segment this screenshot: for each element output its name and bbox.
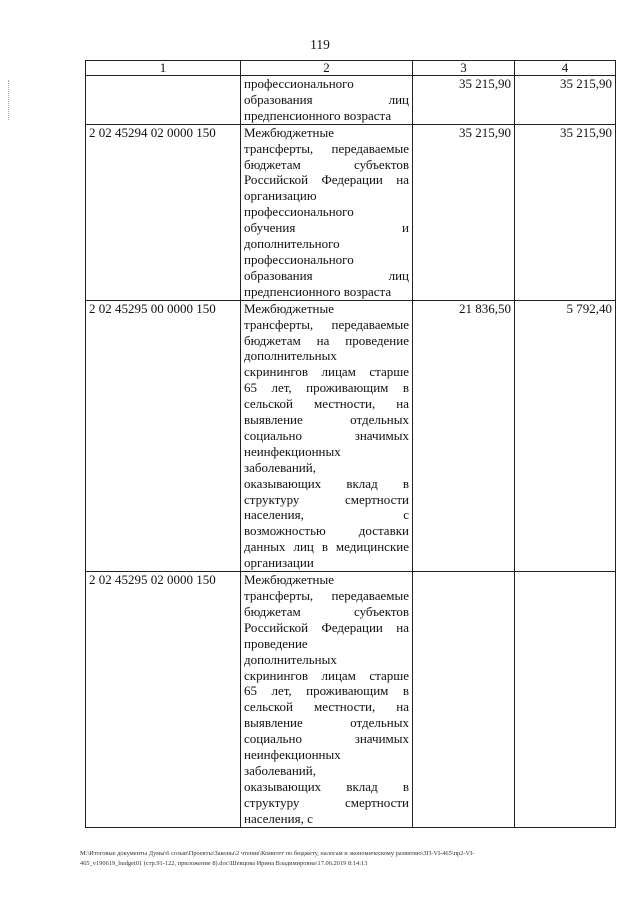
description-line: населения, с [244, 507, 409, 523]
description-line: 65 лет, проживающим в [244, 683, 409, 699]
description-line: бюджетам субъектов [244, 603, 409, 619]
table-row [86, 124, 616, 300]
description-line: Межбюджетные [244, 300, 334, 316]
amount-col4-cell: 35 215,90 [515, 76, 616, 125]
amount-col3-cell: 21 836,50 [413, 300, 515, 571]
description-line: выявление отдельных [244, 412, 409, 428]
description-line: структуру смертности [244, 794, 409, 810]
description-line: образования лиц [244, 267, 409, 283]
description-line: сельской местности, на [244, 396, 409, 412]
column-header-2: 2 [241, 61, 413, 76]
description-line: трансферты, передаваемые [244, 588, 409, 603]
footer-path-line-1: M:\Итоговые документы Думы\6 созыв\Проекты\Законы\2 чтение\Комитет по бюджету, налогам и экономическому развитию\ЗП-VI-465\пр2-VI- [80, 850, 475, 857]
table-body [86, 76, 616, 828]
table-row [86, 76, 616, 125]
column-header-4: 4 [515, 61, 616, 76]
description-line: социально значимых [244, 427, 409, 443]
description-line: предпенсионного возраста [244, 107, 392, 123]
description-line: Российской Федерации на [244, 172, 409, 188]
description-line: профессионального [244, 251, 354, 267]
description-line: трансферты, передаваемые [244, 316, 409, 332]
margin-mark [8, 80, 10, 120]
description-line: Российской Федерации на [244, 619, 409, 635]
description-line: скринингов лицам старше [244, 667, 409, 683]
description-line: дополнительных [244, 651, 337, 667]
column-header-1: 1 [86, 61, 241, 76]
description-line: оказывающих вклад в [244, 778, 409, 794]
description-line: профессионального [244, 204, 354, 220]
description-line: выявление отдельных [244, 715, 409, 731]
amount-col3-cell [413, 572, 515, 828]
description-line: Межбюджетные [244, 124, 334, 140]
amount-col3-cell: 35 215,90 [413, 124, 515, 300]
document-footer [80, 849, 620, 869]
description-line: сельской местности, на [244, 699, 409, 715]
amount-col4-cell: 35 215,90 [515, 124, 616, 300]
description-cell [241, 300, 413, 571]
description-line: населения, с [244, 810, 313, 826]
header-row [86, 61, 616, 76]
description-line: 65 лет, проживающим в [244, 380, 409, 396]
description-line: организации [244, 555, 314, 571]
description-line: трансферты, передаваемые [244, 140, 409, 156]
budget-code-cell: 2 02 45294 02 0000 150 [86, 124, 241, 300]
description-line: неинфекционных [244, 747, 341, 763]
column-header-3: 3 [413, 61, 515, 76]
description-line: проведение [244, 635, 308, 651]
description-line: бюджетам субъектов [244, 156, 409, 172]
table-row [86, 300, 616, 571]
description-line: социально значимых [244, 731, 409, 747]
description-line: структуру смертности [244, 491, 409, 507]
description-line: Межбюджетные [244, 572, 334, 588]
footer-path-line-2: 465_v190619_budget01 (стр.91-122, приложение 8).doc\Шевцова Ирина Владимировна\17.06.2019 8:14:13 [80, 860, 368, 867]
page-number: 119 [310, 37, 330, 52]
amount-col4-cell: 5 792,40 [515, 300, 616, 571]
amount-col4-cell [515, 572, 616, 828]
description-cell [241, 76, 413, 125]
description-line: бюджетам на проведение [244, 332, 409, 348]
description-line: предпенсионного возраста [244, 283, 392, 299]
description-line: дополнительных [244, 348, 337, 364]
table-row [86, 572, 616, 828]
budget-code-cell [86, 76, 241, 125]
description-line: профессионального [244, 76, 354, 91]
description-cell [241, 572, 413, 828]
description-line: оказывающих вклад в [244, 475, 409, 491]
budget-code-cell: 2 02 45295 00 0000 150 [86, 300, 241, 571]
description-line: неинфекционных [244, 443, 341, 459]
description-line: возможностью доставки [244, 523, 409, 539]
description-line: организацию [244, 188, 317, 204]
description-line: обучения и [244, 220, 409, 236]
description-line: дополнительного [244, 236, 340, 252]
description-line: заболеваний, [244, 762, 316, 778]
budget-table [85, 60, 616, 828]
budget-code-cell: 2 02 45295 02 0000 150 [86, 572, 241, 828]
description-line: данных лиц в медицинские [244, 539, 409, 555]
amount-col3-cell: 35 215,90 [413, 76, 515, 125]
description-cell [241, 124, 413, 300]
description-line: скринингов лицам старше [244, 364, 409, 380]
description-line: заболеваний, [244, 459, 316, 475]
description-line: образования лиц [244, 91, 409, 107]
